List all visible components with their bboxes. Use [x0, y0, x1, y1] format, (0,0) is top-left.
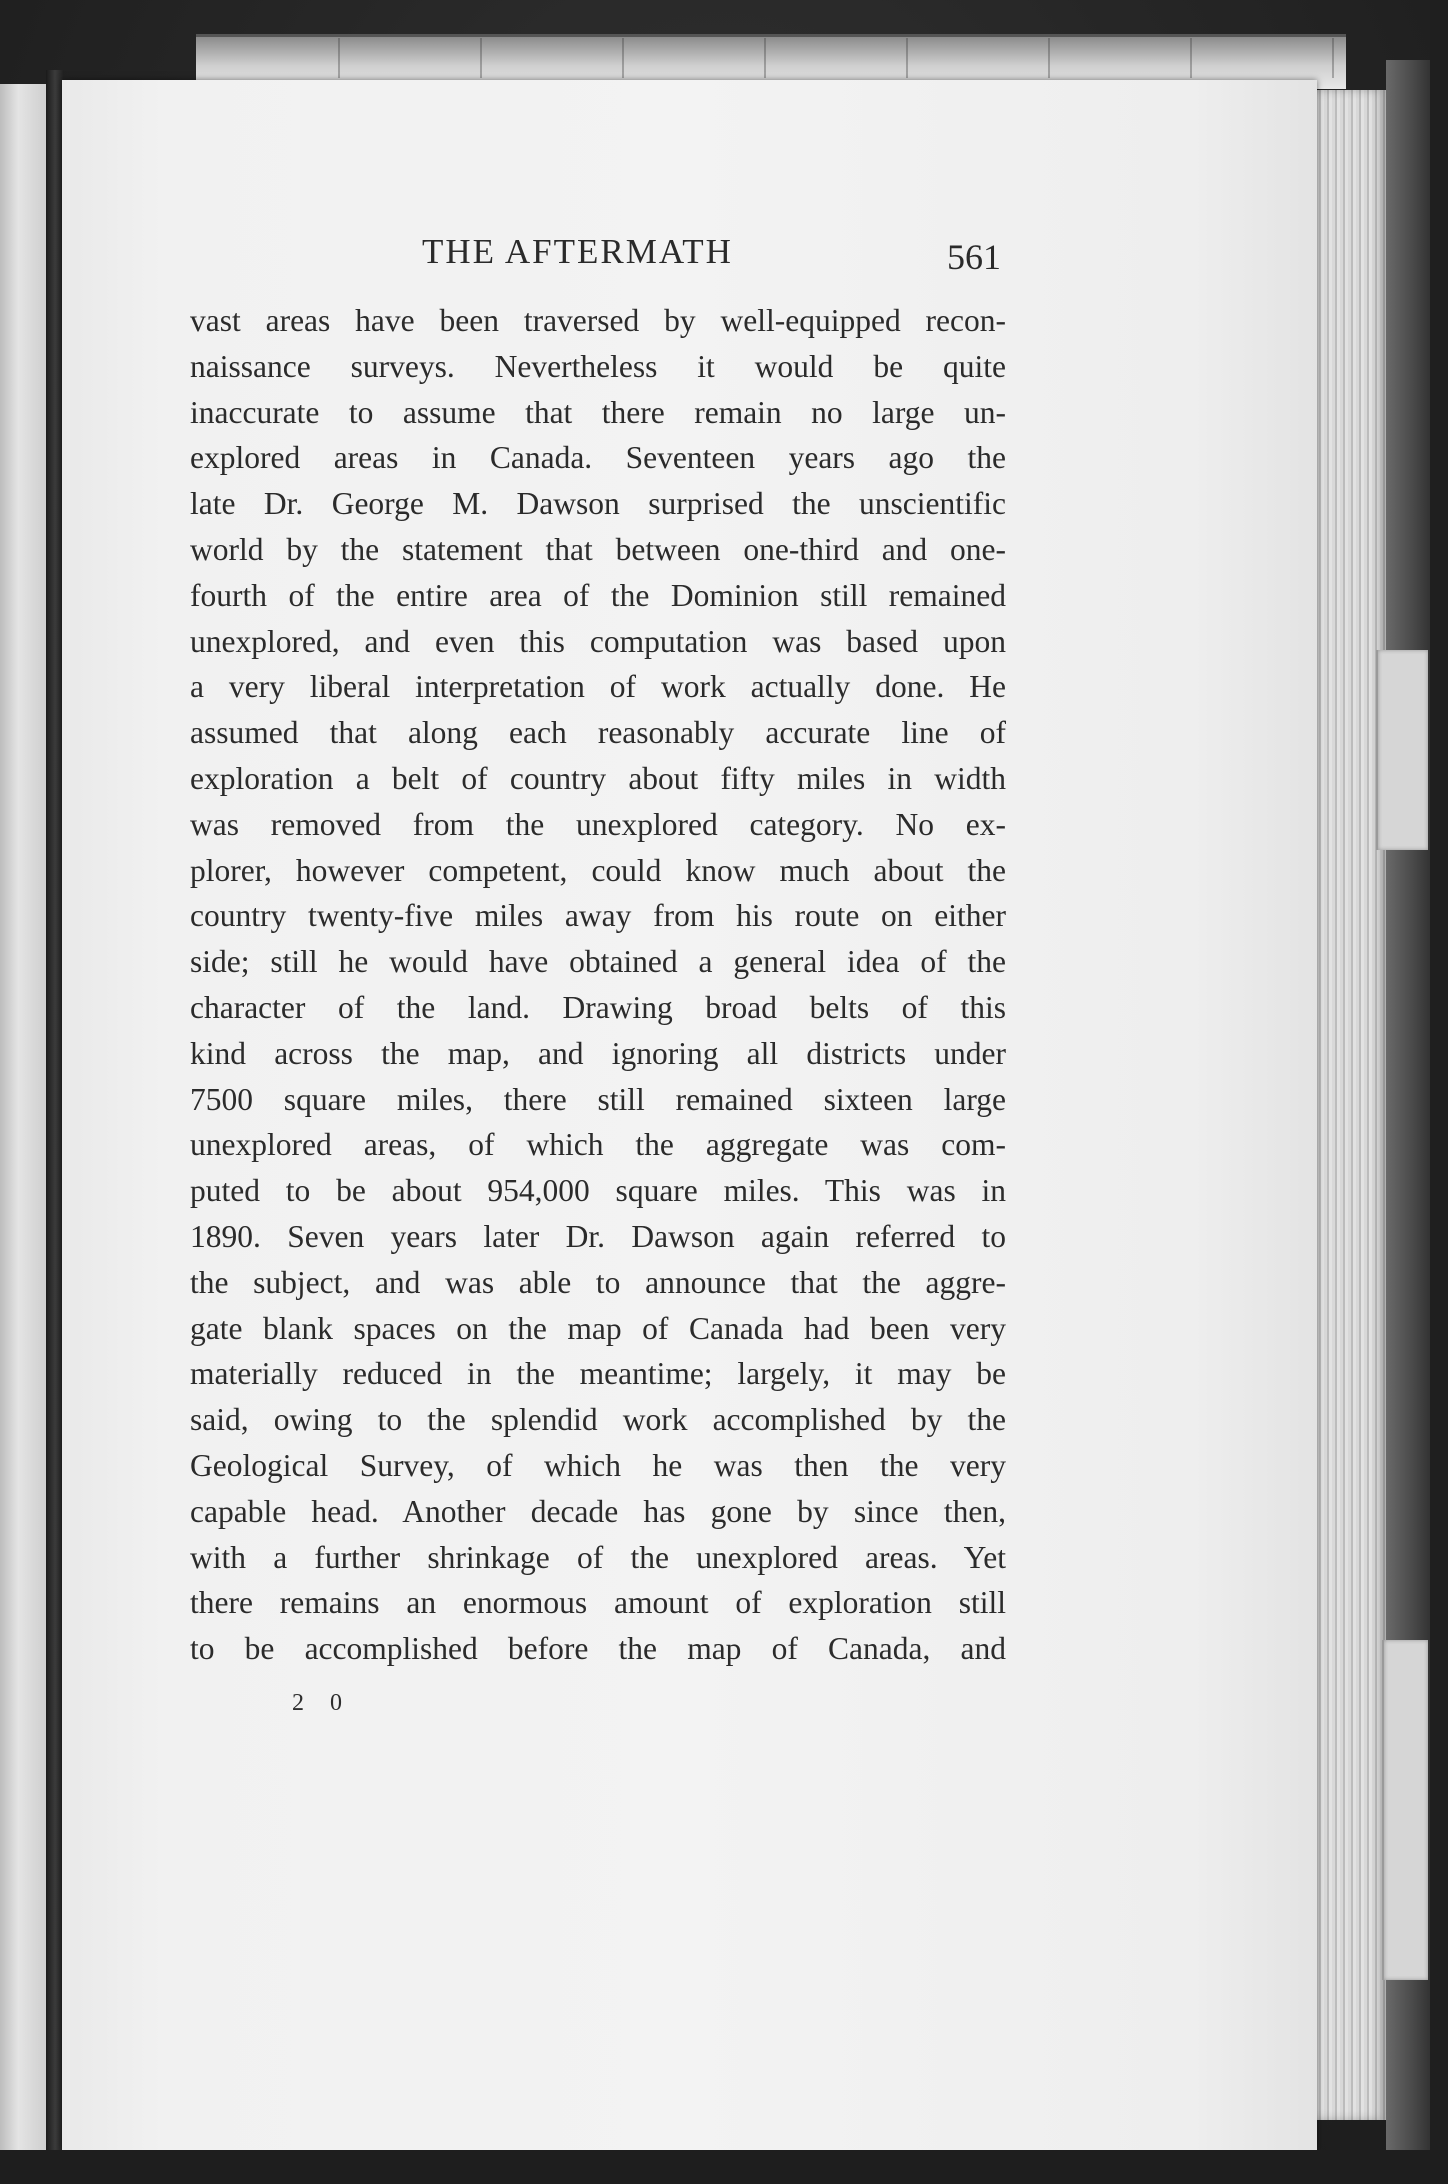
- scanner-border-right: [1430, 0, 1448, 2184]
- scanner-border-bottom: [0, 2150, 1448, 2184]
- paper-scrap-upper: [1376, 650, 1428, 850]
- text-line: a very liberal interpretation of work actually done. He: [190, 669, 1006, 705]
- text-line: the subject, and was able to announce that the aggre-: [190, 1264, 1006, 1300]
- text-line: 1890. Seven years later Dr. Dawson again referred to: [190, 1218, 1006, 1254]
- page-number: 561: [947, 237, 1001, 277]
- text-line: capable head. Another decade has gone by since then,: [190, 1493, 1006, 1529]
- text-line: country twenty-five miles away from his route on either: [190, 898, 1006, 934]
- text-line: exploration a belt of country about fifty miles in width: [190, 760, 1006, 796]
- text-line: was removed from the unexplored category. No ex-: [190, 806, 1006, 842]
- text-line: unexplored areas, of which the aggregate was com-: [190, 1127, 1006, 1163]
- stacked-page-edges: [1308, 90, 1386, 2120]
- text-line: naissance surveys. Nevertheless it would be quite: [190, 348, 1006, 384]
- signature-mark: 2 0: [292, 1690, 352, 1716]
- binding-texture: [198, 38, 1338, 78]
- text-line: vast areas have been traversed by well-equipped recon-: [190, 303, 1006, 338]
- text-line: unexplored, and even this computation was based upon: [190, 623, 1006, 659]
- text-line: 7500 square miles, there still remained sixteen large: [190, 1081, 1006, 1117]
- text-line: kind across the map, and ignoring all districts under: [190, 1035, 1006, 1071]
- body-text: [190, 298, 1006, 1672]
- text-line: world by the statement that between one-third and one-: [190, 531, 1006, 567]
- text-line: inaccurate to assume that there remain no large un-: [190, 394, 1006, 430]
- facing-page-edge: [0, 84, 46, 2154]
- running-head-title: THE AFTERMATH: [422, 232, 733, 271]
- text-line: materially reduced in the meantime; largely, it may be: [190, 1356, 1006, 1392]
- paper-scrap-lower: [1382, 1640, 1428, 1980]
- running-head: [190, 222, 1010, 282]
- text-line: fourth of the entire area of the Dominion still remained: [190, 577, 1006, 613]
- text-line: character of the land. Drawing broad belts of this: [190, 989, 1006, 1025]
- text-line: side; still he would have obtained a general idea of the: [190, 944, 1006, 980]
- text-line: said, owing to the splendid work accomplished by the: [190, 1402, 1006, 1438]
- text-line: assumed that along each reasonably accurate line of: [190, 715, 1006, 751]
- text-line: there remains an enormous amount of exploration still: [190, 1585, 1006, 1621]
- text-line: Geological Survey, of which he was then the very: [190, 1447, 1006, 1483]
- text-line: gate blank spaces on the map of Canada had been very: [190, 1310, 1006, 1346]
- text-line: late Dr. George M. Dawson surprised the unscientific: [190, 486, 1006, 522]
- text-line: puted to be about 954,000 square miles. This was in: [190, 1173, 1006, 1209]
- text-line: explored areas in Canada. Seventeen years ago the: [190, 440, 1006, 476]
- text-line: plorer, however competent, could know much about the: [190, 852, 1006, 888]
- text-line: to be accomplished before the map of Canada, and: [190, 1631, 1006, 1667]
- text-line: with a further shrinkage of the unexplored areas. Yet: [190, 1539, 1006, 1575]
